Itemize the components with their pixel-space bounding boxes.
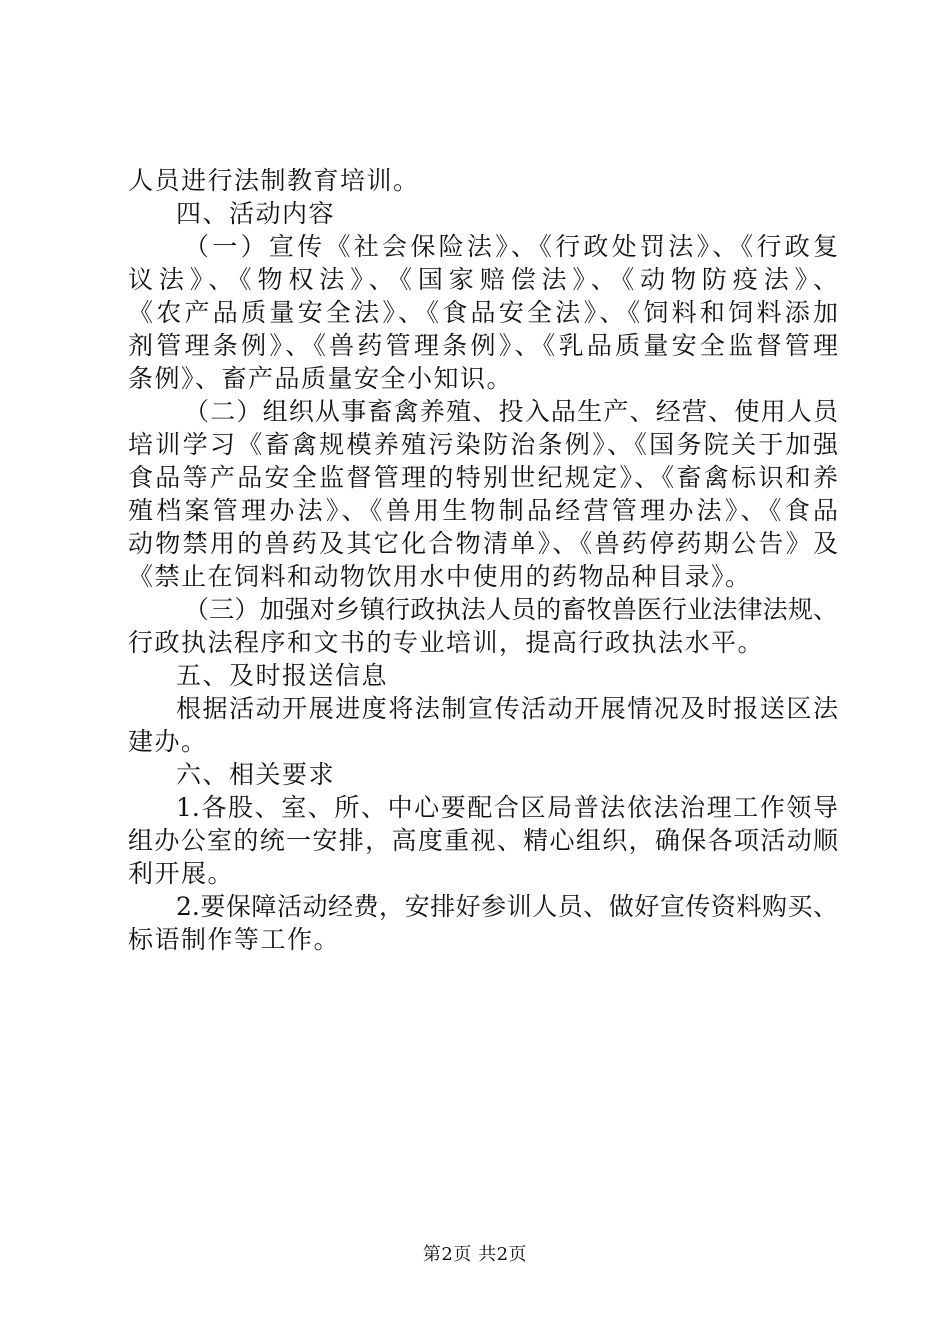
text-line: （一）宣传《社会保险法》、《行政处罚法》、《行政复 [184,232,838,261]
text-line: 行政执法程序和文书的专业培训，提高行政执法水平。 [128,628,765,657]
text-line: 1.各股、室、所、中心要配合区局普法依法治理工作领导 [176,793,838,822]
section-heading-requirements: 六、相关要求 [176,760,336,789]
text-line: 剂管理条例》、《兽药管理条例》、《乳品质量安全监督管理 [128,331,838,360]
text-line: 议法》、《物权法》、《国家赔偿法》、《动物防疫法》、 [128,265,838,294]
text-line: 《禁止在饲料和动物饮用水中使用的药物品种目录》。 [128,562,752,591]
text-line: 培训学习《畜禽规模养殖污染防治条例》、《国务院关于加强 [128,430,838,459]
text-line: 动物禁用的兽药及其它化合物清单》、《兽药停药期公告》及 [128,529,838,558]
text-line: 《农产品质量安全法》、《食品安全法》、《饲料和饲料添加 [128,298,838,327]
text-line: 殖档案管理办法》、《兽用生物制品经营管理办法》、《食品 [128,496,838,525]
text-line: 组办公室的统一安排，高度重视、精心组织，确保各项活动顺 [128,826,838,855]
text-line: 标语制作等工作。 [128,925,341,954]
text-line: （三）加强对乡镇行政执法人员的畜牧兽医行业法律法规、 [184,595,838,624]
text-line: 利开展。 [128,859,235,888]
section-heading-report-info: 五、及时报送信息 [176,661,389,690]
text-line: （二）组织从事畜禽养殖、投入品生产、经营、使用人员 [184,397,838,426]
text-line: 人员进行法制教育培训。 [128,166,420,195]
document-body [128,164,838,956]
text-line: 2.要保障活动经费，安排好参训人员、做好宣传资料购买、 [176,892,838,921]
text-line: 条例》、畜产品质量安全小知识。 [128,364,514,393]
text-line: 食品等产品安全监督管理的特别世纪规定》、《畜禽标识和养 [128,463,838,492]
text-line: 根据活动开展进度将法制宣传活动开展情况及时报送区法 [176,694,838,723]
text-line: 建办。 [128,727,208,756]
section-heading-activity-content: 四、活动内容 [176,199,336,228]
page-number-footer: 第2页 共2页 [422,1244,528,1265]
